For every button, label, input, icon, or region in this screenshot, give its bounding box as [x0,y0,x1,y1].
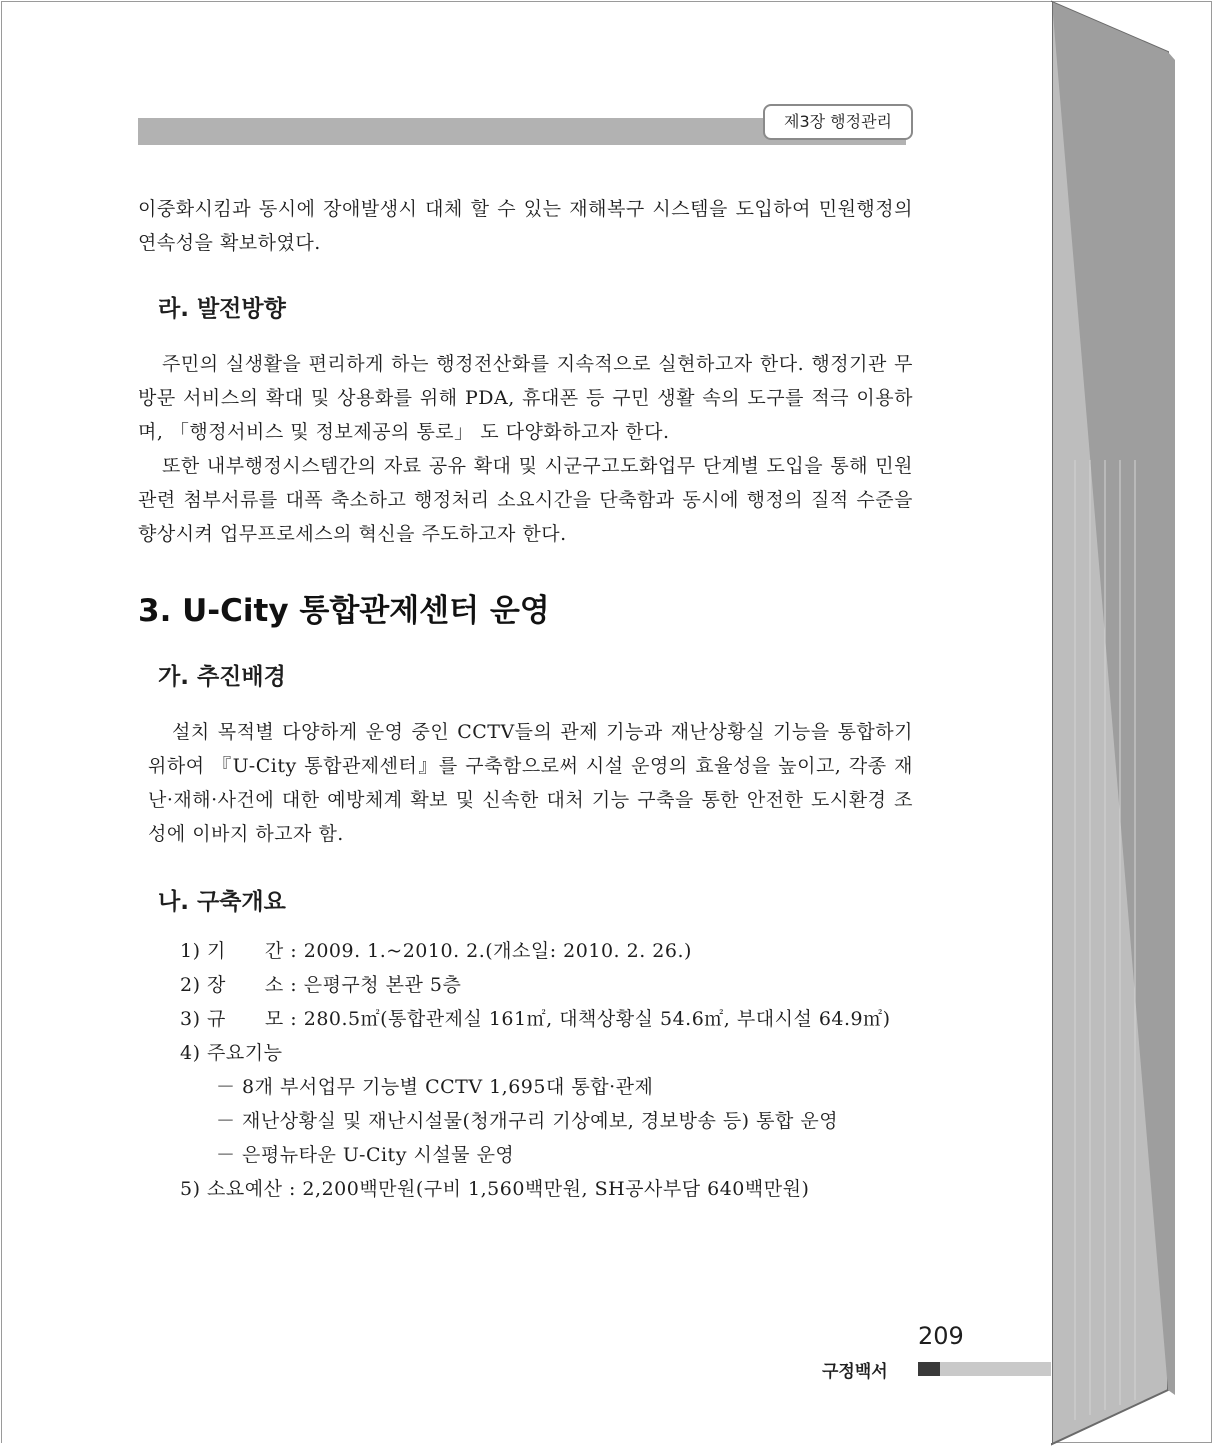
page-content [138,192,913,1206]
footer-bar-accent [918,1362,940,1376]
heading-ga: 가. 추진배경 [158,664,286,690]
page-number: 209 [918,1322,964,1350]
list-item: 2) 장 소 : 은평구청 본관 5층 [180,974,462,996]
overview-list [138,934,913,1206]
ra-paragraph-2: 또한 내부행정시스템간의 자료 공유 확대 및 시군구고도화업무 단계별 도입을 통해 민원관련 첨부서류를 대폭 축소하고 행정처리 소요시간을 단축함과 동시에 행정의 질적 수준을 향상시켜 업무프로세스의 혁신을 주도하고자 한다. [138,455,913,545]
list-item: － 재난상황실 및 재난시설물(청개구리 기상예보, 경보방송 등) 통합 운영 [216,1110,839,1132]
book-title: 구정백서 [822,1362,888,1382]
ga-paragraph: 설치 목적별 다양하게 운영 중인 CCTV들의 관제 기능과 재난상황실 기능을 통합하기 위하여 『U-City 통합관제센터』를 구축함으로써 시설 운영의 효율성을 높이고, 각종 재난·재해·사건에 대한 예방체계 확보 및 신속한 대처 기능 구축을 통한 안전한 도시환경 조성에 이바지 하고자 함. [148,721,913,845]
section-3-title: 3. U-City 통합관제센터 운영 [138,593,550,629]
list-item: － 은평뉴타운 U-City 시설물 운영 [216,1144,515,1166]
heading-ra: 라. 발전방향 [158,296,286,322]
list-item: － 8개 부서업무 기능별 CCTV 1,695대 통합·관제 [216,1076,654,1098]
list-item: 1) 기 간 : 2009. 1.~2010. 2.(개소일: 2010. 2. 26.) [180,940,692,962]
heading-na: 나. 구축개요 [158,889,286,915]
list-item: 4) 주요기능 [180,1042,283,1064]
list-item: 3) 규 모 : 280.5㎡(통합관제실 161㎡, 대책상황실 54.6㎡, 부대시설 64.9㎡) [180,1008,891,1030]
ra-paragraph-1: 주민의 실생활을 편리하게 하는 행정전산화를 지속적으로 실현하고자 한다. 행정기관 무방문 서비스의 확대 및 상용화를 위해 PDA, 휴대폰 등 구민 생활 속의 도구를 적극 이용하며, 「행정서비스 및 정보제공의 통로」 도 다양화하고자 한다. [138,353,913,443]
list-item: 5) 소요예산 : 2,200백만원(구비 1,560백만원, SH공사부담 640백만원) [180,1178,810,1200]
chapter-label: 제3장 행정관리 [763,104,913,140]
function-sublist [180,1070,913,1172]
intro-paragraph: 이중화시킴과 동시에 장애발생시 대체 할 수 있는 재해복구 시스템을 도입하여 민원행정의 연속성을 확보하였다. [138,198,913,254]
